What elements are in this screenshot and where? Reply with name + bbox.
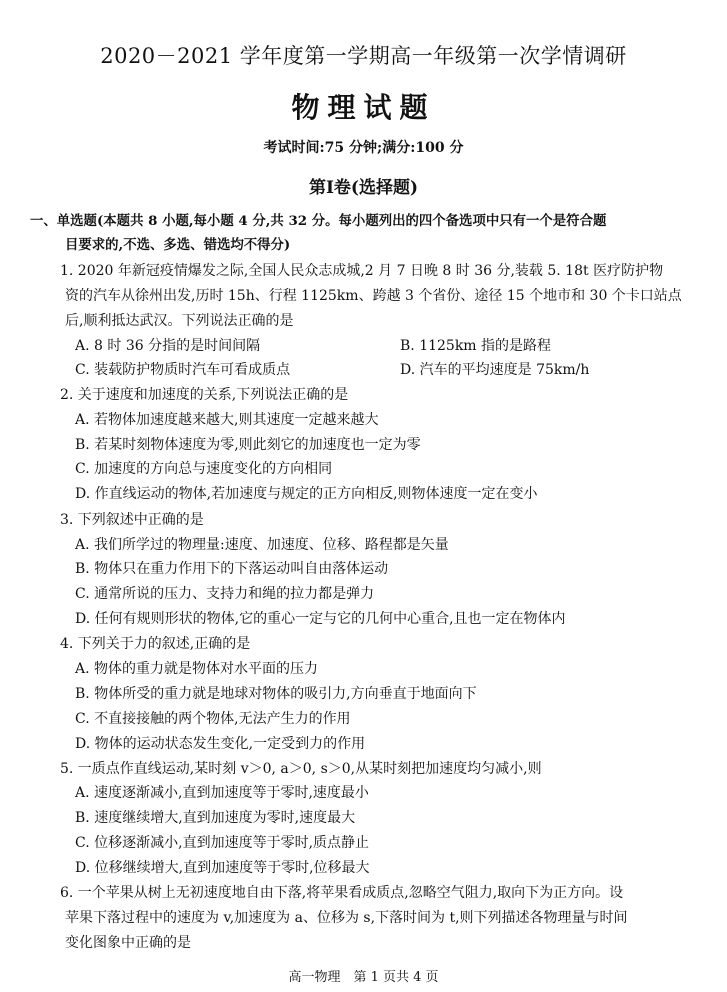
question-2-option-a: A. 若物体加速度越来越大,则其速度一定越来越大 bbox=[75, 412, 379, 428]
question-6-stem-line-1: 6. 一个苹果从树上无初速度地自由下落,将苹果看成质点,忽略空气阻力,取向下为正方向。设 bbox=[60, 885, 624, 901]
question-4-option-d: D. 物体的运动状态发生变化,一定受到力的作用 bbox=[75, 736, 366, 752]
question-2-stem: 2. 关于速度和加速度的关系,下列说法正确的是 bbox=[60, 387, 349, 403]
question-4-option-b: B. 物体所受的重力就是地球对物体的吸引力,方向垂直于地面向下 bbox=[75, 686, 477, 702]
question-2-option-c: C. 加速度的方向总与速度变化的方向相同 bbox=[75, 461, 333, 477]
question-1-stem-line-3: 后,顺利抵达武汉。下列说法正确的是 bbox=[65, 313, 294, 329]
page-footer: 高一物理 第 1 页共 4 页 bbox=[288, 970, 439, 985]
question-1-option-c: C. 装载防护物质时汽车可看成质点 bbox=[75, 362, 291, 378]
exam-title: 2020－2021 学年度第一学期高一年级第一次学情调研 bbox=[100, 44, 627, 68]
question-5-option-b: B. 速度继续增大,直到加速度为零时,速度最大 bbox=[75, 810, 356, 826]
question-3-stem: 3. 下列叙述中正确的是 bbox=[60, 512, 204, 528]
question-4-stem: 4. 下列关于力的叙述,正确的是 bbox=[60, 636, 251, 652]
question-1-option-d: D. 汽车的平均速度是 75km/h bbox=[400, 362, 590, 378]
question-5-option-c: C. 位移逐渐减小,直到加速度等于零时,质点静止 bbox=[75, 835, 370, 851]
question-6-stem-line-2: 苹果下落过程中的速度为 v,加速度为 a、位移为 s,下落时间为 t,则下列描述各物理量与时间 bbox=[65, 910, 628, 926]
question-6-stem-line-3: 变化图象中正确的是 bbox=[65, 935, 191, 951]
question-5-stem: 5. 一质点作直线运动,某时刻 v＞0, a＞0, s＞0,从某时刻把加速度均匀减小,则 bbox=[60, 761, 542, 777]
question-3-option-b: B. 物体只在重力作用下的下落运动叫自由落体运动 bbox=[75, 561, 389, 577]
question-1-option-a: A. 8 时 36 分指的是时间间隔 bbox=[75, 338, 261, 354]
part-title: 第Ⅰ卷(选择题) bbox=[308, 178, 419, 198]
question-1-stem-line-1: 1. 2020 年新冠疫情爆发之际,全国人民众志成城,2 月 7 日晚 8 时 36 分,装载 5. 18t 医疗防护物 bbox=[60, 263, 664, 279]
question-1-option-b: B. 1125km 指的是路程 bbox=[400, 338, 552, 354]
question-1-stem-line-2: 资的汽车从徐州出发,历时 15h、行程 1125km、跨越 3 个省份、途径 15 个地市和 30 个卡口站点 bbox=[65, 288, 682, 304]
question-2-option-b: B. 若某时刻物体速度为零,则此刻它的加速度也一定为零 bbox=[75, 437, 421, 453]
subject-title: 物理试题 bbox=[291, 91, 436, 124]
question-3-option-c: C. 通常所说的压力、支持力和绳的拉力都是弹力 bbox=[75, 586, 375, 602]
exam-info: 考试时间:75 分钟;满分:100 分 bbox=[263, 140, 464, 156]
section-instructions-line-1: 一、单选题(本题共 8 小题,每小题 4 分,共 32 分。每小题列出的四个备选项中只有一个是符合题 bbox=[30, 213, 607, 229]
section-instructions-line-2: 目要求的,不选、多选、错选均不得分) bbox=[65, 237, 291, 253]
question-3-option-a: A. 我们所学过的物理量:速度、加速度、位移、路程都是矢量 bbox=[75, 537, 449, 553]
question-2-option-d: D. 作直线运动的物体,若加速度与规定的正方向相反,则物体速度一定在变小 bbox=[75, 486, 538, 502]
question-5-option-d: D. 位移继续增大,直到加速度等于零时,位移最大 bbox=[75, 860, 370, 876]
question-3-option-d: D. 任何有规则形状的物体,它的重心一定与它的几何中心重合,且也一定在物体内 bbox=[75, 611, 566, 627]
question-4-option-c: C. 不直接接触的两个物体,无法产生力的作用 bbox=[75, 711, 351, 727]
question-4-option-a: A. 物体的重力就是物体对水平面的压力 bbox=[75, 661, 319, 677]
question-5-option-a: A. 速度逐渐减小,直到加速度等于零时,速度最小 bbox=[75, 785, 369, 801]
